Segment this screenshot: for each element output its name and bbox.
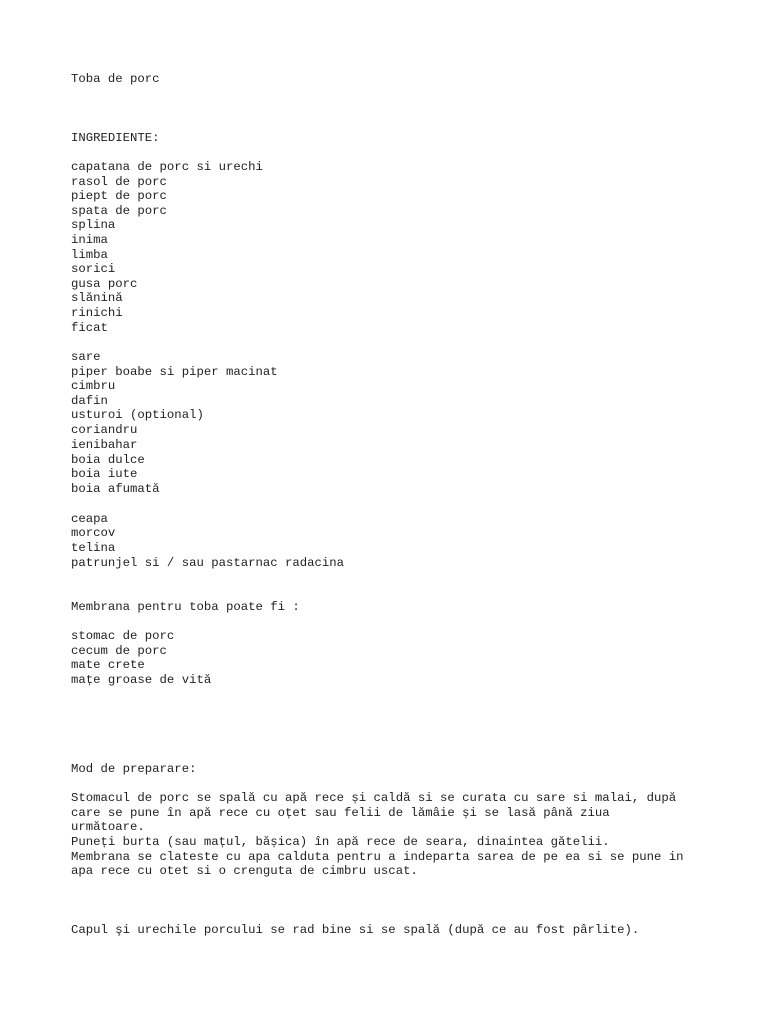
ingredient-item: dafin — [71, 394, 108, 408]
method-line: Membrana se clateste cu apa calduta pentru a indeparta sarea de pe ea si se pune in — [71, 850, 684, 864]
ingredient-item: boia afumată — [71, 482, 160, 496]
ingredient-item: piept de porc — [71, 189, 167, 203]
ingredient-item: slănină — [71, 291, 123, 305]
ingredient-item: limba — [71, 248, 108, 262]
ingredient-item: ficat — [71, 321, 108, 335]
ingredient-item: sorici — [71, 262, 116, 276]
ingredient-item: coriandru — [71, 423, 138, 437]
ingredient-item: ceapa — [71, 512, 108, 526]
method-step-text: Capul şi urechile porcului se rad bine si se spală (după ce au fost pârlite). — [71, 923, 640, 937]
ingredient-item: rasol de porc — [71, 175, 167, 189]
membrane-item: mațe groase de vită — [71, 673, 212, 687]
ingredient-item: telina — [71, 541, 116, 555]
method-line: apa rece cu otet si o crenguta de cimbru uscat. — [71, 864, 418, 878]
document-title: Toba de porc — [71, 72, 160, 86]
ingredient-item: sare — [71, 350, 101, 364]
ingredient-item: rinichi — [71, 306, 123, 320]
membrane-item: mate crete — [71, 658, 145, 672]
membrane-item: cecum de porc — [71, 644, 167, 658]
method-line: Puneți burta (sau mațul, bășica) în apă rece de seara, dinaintea gătelii. — [71, 835, 610, 849]
method-line: care se pune în apă rece cu oțet sau felii de lămâie și se lasă până ziua — [71, 806, 610, 820]
ingredients-heading: INGREDIENTE: — [71, 131, 160, 145]
membrane-heading: Membrana pentru toba poate fi : — [71, 600, 300, 614]
method-line: următoare. — [71, 820, 145, 834]
ingredient-item: ienibahar — [71, 438, 138, 452]
ingredient-item: spata de porc — [71, 204, 167, 218]
ingredient-item: usturoi (optional) — [71, 408, 204, 422]
method-line: Stomacul de porc se spală cu apă rece și caldă si se curata cu sare si malai, după — [71, 791, 677, 805]
ingredient-item: splina — [71, 218, 116, 232]
membrane-item: stomac de porc — [71, 629, 175, 643]
ingredient-item: patrunjel si / sau pastarnac radacina — [71, 556, 345, 570]
ingredient-item: cimbru — [71, 379, 116, 393]
ingredient-item: boia iute — [71, 467, 138, 481]
method-heading: Mod de preparare: — [71, 762, 197, 776]
ingredient-item: morcov — [71, 526, 116, 540]
ingredient-item: capatana de porc si urechi — [71, 160, 263, 174]
ingredient-item: gusa porc — [71, 277, 138, 291]
ingredient-item: inima — [71, 233, 108, 247]
ingredient-item: boia dulce — [71, 453, 145, 467]
ingredient-item: piper boabe si piper macinat — [71, 365, 278, 379]
